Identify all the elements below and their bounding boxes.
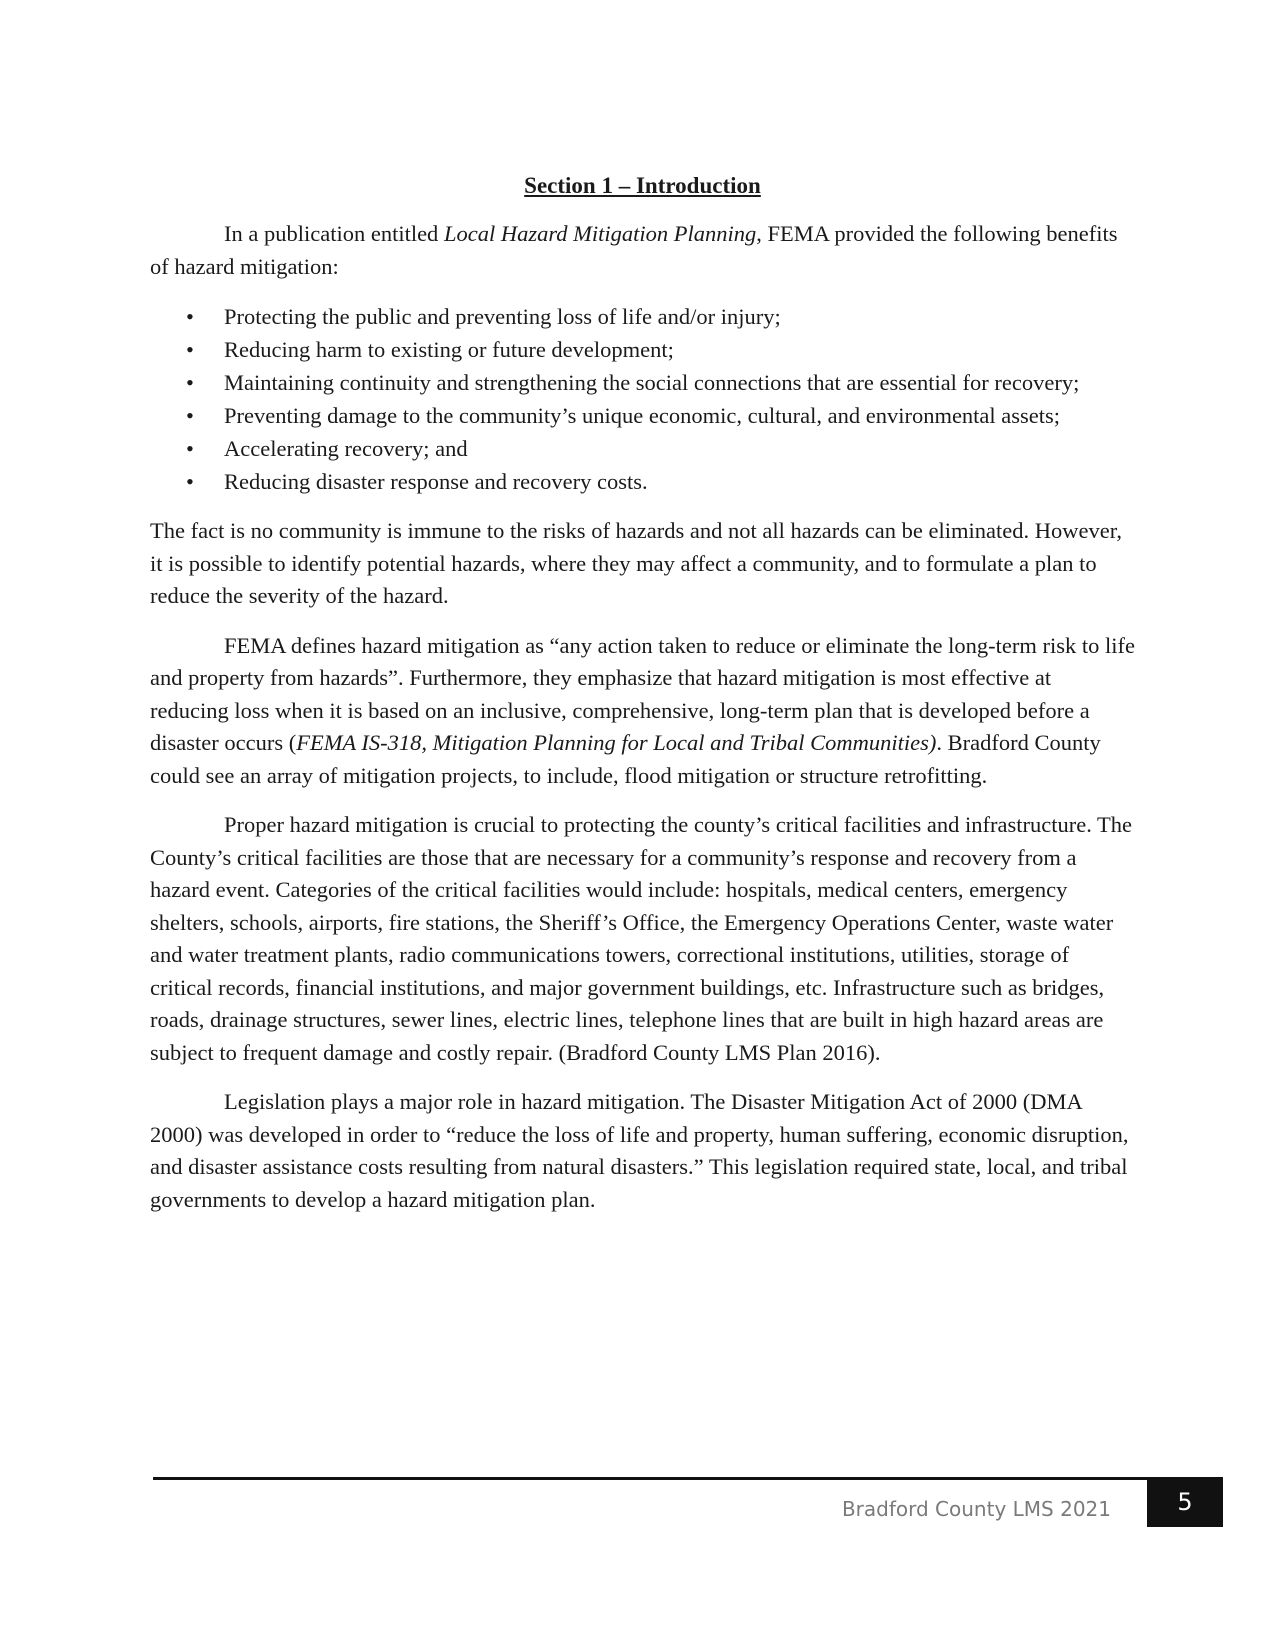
paragraph-fema-definition	[150, 630, 1135, 793]
bullet-icon: •	[186, 436, 194, 461]
list-item-text: Accelerating recovery; and	[224, 436, 468, 461]
paragraph-legislation: Legislation plays a major role in hazard mitigation. The Disaster Mitigation Act of 2000 (DMA 2000) was developed in order to “reduce the loss of life and property, human suffering, economic disruption, and disaster assistance costs resulting from natural disasters.” This legislation required state, local, and tribal governments to develop a hazard mitigation plan.	[150, 1089, 1129, 1212]
list-item-text: Maintaining continuity and strengthening the social connections that are essential for recovery;	[224, 370, 1080, 395]
list-item-text: Protecting the public and preventing loss of life and/or injury;	[224, 304, 781, 329]
list-item-text: Reducing disaster response and recovery costs.	[224, 469, 648, 494]
bullet-icon: •	[186, 304, 194, 329]
paragraph-fact: The fact is no community is immune to the risks of hazards and not all hazards can be eliminated. However, it is possible to identify potential hazards, where they may affect a community, and to formulate a plan to reduce the severity of the hazard.	[150, 518, 1122, 608]
list-item	[150, 432, 1135, 465]
page-number: 5	[1147, 1477, 1223, 1527]
footer-divider	[153, 1477, 1153, 1480]
benefits-list	[150, 300, 1135, 498]
list-item-text: Reducing harm to existing or future development;	[224, 337, 674, 362]
list-item	[150, 399, 1135, 432]
section-title: Section 1 – Introduction	[524, 173, 761, 198]
footer-document-title: Bradford County LMS 2021	[841, 1497, 1111, 1521]
bullet-icon: •	[186, 469, 194, 494]
fema-text-pre: FEMA defines hazard mitigation as “any action taken to reduce or eliminate the long-term risk to life and property from hazards”. Furthermore, they emphasize that hazard mitigation is most effective at reducing loss when it is based on an inclusive, comprehensive, long-term plan that is developed before a disaster occurs (	[150, 632, 1135, 755]
list-item	[150, 333, 1135, 366]
bullet-icon: •	[186, 370, 194, 395]
list-item	[150, 366, 1135, 399]
fema-text-post: . Bradford County could see an array of mitigation projects, to include, flood mitigation or structure retrofitting.	[150, 730, 1101, 788]
page-body	[150, 170, 1135, 1233]
intro-text-pre: In a publication entitled	[224, 221, 444, 246]
intro-paragraph	[150, 218, 1135, 283]
intro-text-post: , FEMA provided the following benefits of hazard mitigation:	[150, 221, 1118, 279]
bullet-icon: •	[186, 403, 194, 428]
paragraph-critical-facilities: Proper hazard mitigation is crucial to protecting the county’s critical facilities and infrastructure. The County’s critical facilities are those that are necessary for a community’s response and recovery from a hazard event. Categories of the critical facilities would include: hospitals, medical centers, emergency shelters, schools, airports, fire stations, the Sheriff’s Office, the Emergency Operations Center, waste water and water treatment plants, radio communications towers, correctional institutions, utilities, storage of critical records, financial institutions, and major government buildings, etc. Infrastructure such as bridges, roads, drainage structures, sewer lines, electric lines, telephone lines that are built in high hazard areas are subject to frequent damage and costly repair. (Bradford County LMS Plan 2016).	[150, 812, 1133, 1065]
list-item	[150, 300, 1135, 333]
publication-title: Local Hazard Mitigation Planning	[443, 221, 757, 246]
fema-citation: FEMA IS-318, Mitigation Planning for Local and Tribal Communities)	[296, 730, 937, 755]
list-item	[150, 465, 1135, 498]
bullet-icon: •	[186, 337, 194, 362]
list-item-text: Preventing damage to the community’s unique economic, cultural, and environmental assets;	[224, 403, 1061, 428]
